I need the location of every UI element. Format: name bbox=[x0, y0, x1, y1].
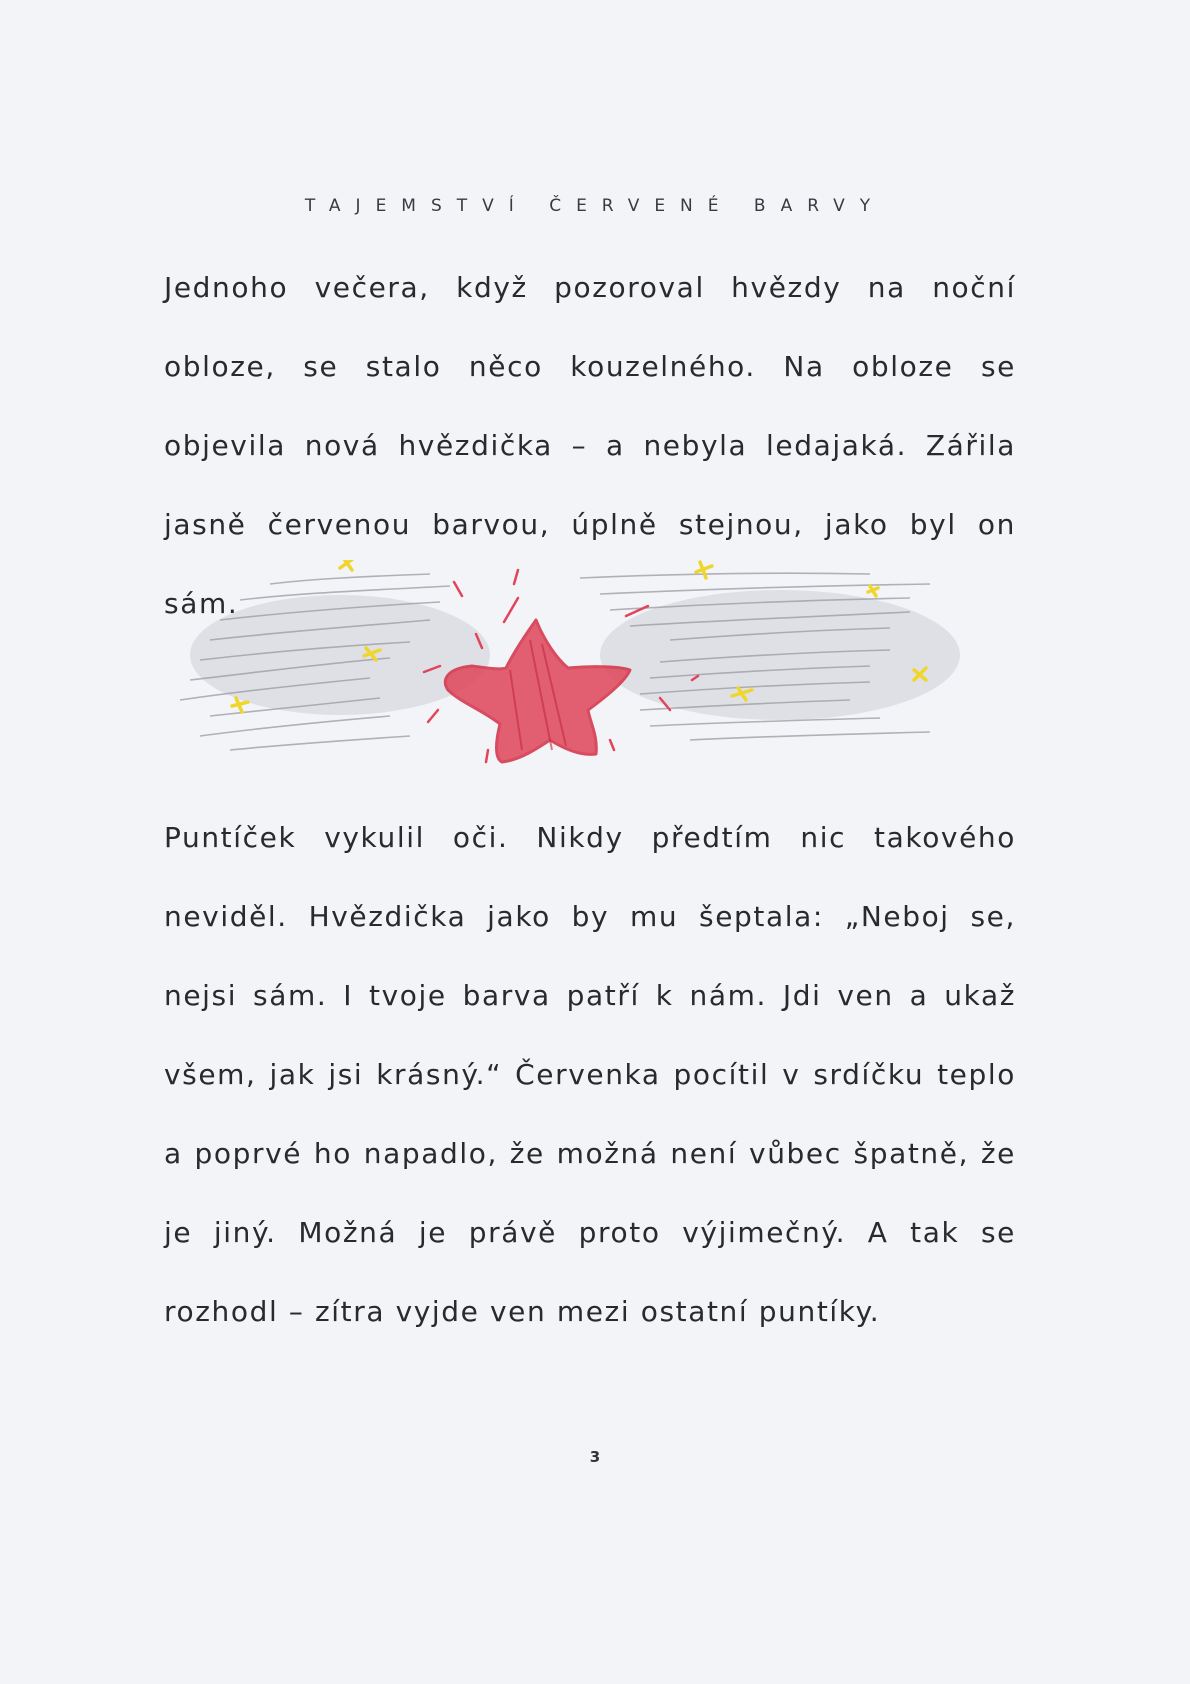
red-star-illustration bbox=[170, 560, 1020, 810]
paragraph-2: Puntíček vykulil oči. Nikdy předtím nic takového neviděl. Hvězdička jako by mu šeptala: „Neboj se, nejsi sám. I tvoje barva patří k nám. Jdi ven a ukaž všem, jak jsi krásný.“ Červenka pocítil v srdíčku teplo a poprvé ho napadlo, že možná není vůbec špatně, že je jiný. Možná je právě proto výjimečný. A tak se rozhodl – zítra vyjde ven mezi ostatní puntíky. bbox=[164, 821, 1016, 1328]
paragraph-1: Jednoho večera, když pozoroval hvězdy na noční obloze, se stalo něco kouzelného. Na obloze se objevila nová hvězdička – a nebyla ledajaká. Zářila jasně červenou barvou, úplně stejnou, jako byl on sám. bbox=[164, 271, 1016, 620]
page-number: 3 bbox=[589, 1448, 601, 1466]
running-title: TAJEMSTVÍ ČERVENÉ BARVY bbox=[304, 196, 886, 216]
